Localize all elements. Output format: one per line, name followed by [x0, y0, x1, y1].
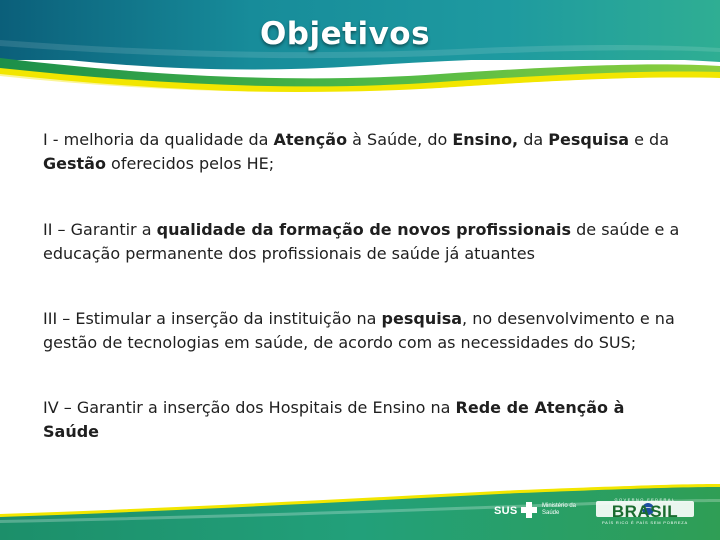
text-run-bold: Pesquisa [548, 130, 630, 149]
text-run: , no desenvolvimento e na gestão de tecnologias em saúde, de acordo com as necessidades do SUS; [43, 309, 675, 352]
text-run: da [518, 130, 549, 149]
text-run-bold: Atenção [273, 130, 348, 149]
text-run: III – Estimular a inserção da instituição na [43, 309, 382, 328]
text-run: I - melhoria da qualidade da [43, 130, 274, 149]
text-run: de saúde e a educação permanente dos profissionais de saúde já atuantes [43, 220, 680, 263]
text-run-bold: pesquisa [381, 309, 463, 328]
objective-item-4 [43, 396, 683, 444]
gov-slogan: PAÍS RICO É PAÍS SEM POBREZA [601, 520, 689, 525]
objective-item-3 [43, 307, 683, 355]
text-run: IV – Garantir a inserção dos Hospitais de Ensino na [43, 398, 456, 417]
sus-logo: SUS [494, 505, 518, 517]
objective-item-2 [43, 218, 683, 266]
objective-item-1 [43, 128, 683, 176]
brasil-wordmark: BRASIL [611, 502, 679, 521]
text-run: à Saúde, do [347, 130, 453, 149]
text-run: oferecidos pelos HE; [105, 154, 275, 173]
text-run: e da [629, 130, 670, 149]
gov-label: GOVERNO FEDERAL [614, 497, 676, 502]
text-run-bold: Ensino, [452, 130, 519, 149]
slide-title: Objetivos [259, 16, 431, 52]
ministry-label: Ministério da Saúde [542, 503, 577, 516]
text-run-bold: Rede de Atenção à Saúde [43, 398, 625, 441]
health-cross-icon [520, 501, 538, 519]
text-run-bold: Gestão [43, 154, 106, 173]
text-run-bold: qualidade da formação de novos profissionais [156, 220, 572, 239]
text-run: II – Garantir a [43, 220, 157, 239]
